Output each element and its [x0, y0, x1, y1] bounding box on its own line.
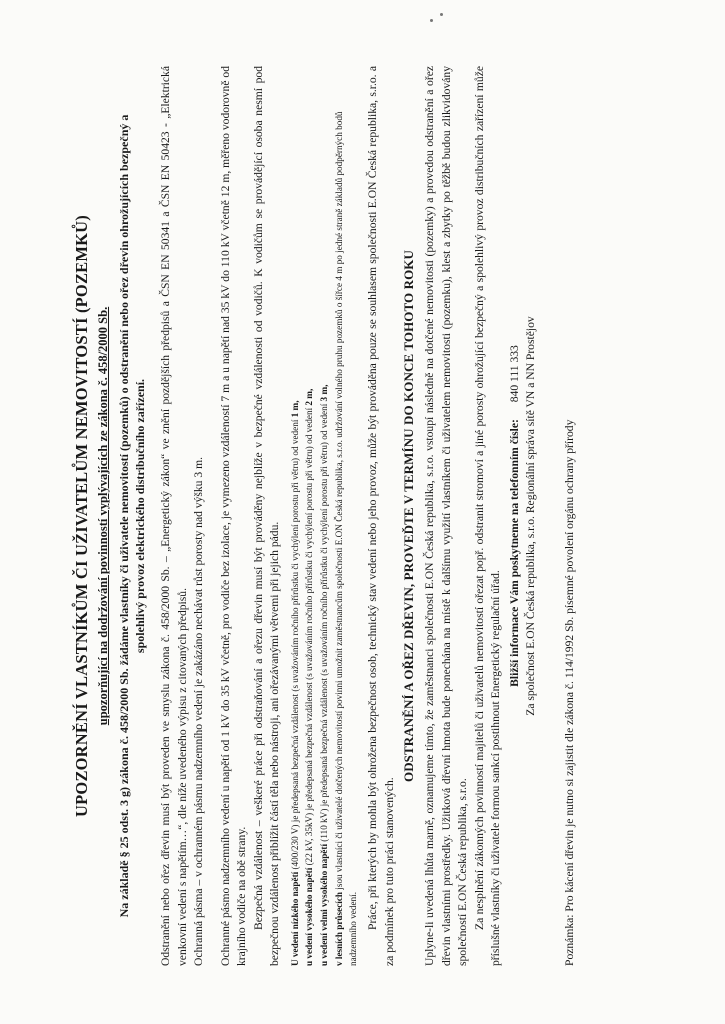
- paragraph-work-approval: Práce, při kterých by mohla být ohrožena bezpečnost osob, technický stav vedení nebo jeho provoz, může být prováděna pouze se souhlasem společnosti E.ON Česká republika, s.r.o. a za podmínek pro tuto práci stanovených.: [366, 66, 396, 966]
- notice-subtitle: upozorňující na dodržování povinností vyplývajících ze zákona č. 458/2000 Sb.: [96, 306, 111, 726]
- notice-content: [70, 66, 578, 966]
- distance-line-very-high-voltage: u vedení velmi vysokého napětí (110 kV) je předepsaná bezpečná vzdálenost (s uvažováním ročního přírůstku či vychýlení porostu při větru) od vedení 3 m,: [318, 384, 329, 966]
- paragraph-safe-distance: Bezpečná vzdálenost – veškeré práce při odstraňování a ořezu dřevin musí být prováděny nejblíže v bezpečné vzdálenosti od vodičů. K vodičům se provádějící osoba nesmí pod bezpečnou vzdálenost přiblížit částí těla nebo nástroji, ani ořezávanými větvemi při jejich pádu.: [251, 66, 282, 966]
- distance-line-low-voltage: U vedení nízkého napětí (400/230 V) je předepsaná bezpečná vzdálenost (s uvažováním ročního přírůstku či vychýlení porostu při větru) od vedení 1 m,: [289, 400, 300, 966]
- footer-note: Poznámka: Pro kácení dřevin je nutno si zajistit dle zákona č. 114/1992 Sb. písemné povolení orgánu ochrany přírody: [562, 419, 576, 966]
- contact-phone: 840 111 333: [507, 345, 521, 403]
- speck: [440, 13, 443, 16]
- distance-line-forest-clearing: v lesních průsecích jsou vlastníci či uživatelé dotčených nemovitostí povinni umožnit zaměstnancům společnosti E.ON Česká republika, s.r.o. udržování volného pruhu pozemků o šířce 4 m po jedné straně základů podpěrných bodů nadzemního vedení.: [333, 111, 359, 966]
- contact-label: Bližší informace Vám poskytneme na telefonním čísle:: [507, 419, 521, 687]
- paragraph-law-reference: Odstranění nebo ořez dřevin musí být proveden ve smyslu zákona č. 458/2000 Sb. – „Energetický zákon“ ve znění pozdějších předpisů a ČSN EN 50341 a ČSN EN 50423 - „Elektrická venkovní vedení s napětím…“, dle níže uvedeného výpisu z citovaných předpisů.: [159, 66, 189, 966]
- deadline-heading: ODSTRANĚNÍ A OŘEZ DŘEVIN, PROVEĎTE V TERMÍNU DO KONCE TOHOTO ROKU: [401, 250, 417, 783]
- paragraph-deadline-consequence: Uplyne-li uvedená lhůta marně, oznamujeme tímto, že zaměstnanci společnosti E.ON Česká republika, s.r.o. vstoupí následně na dotčené nemovitosti (pozemky) a provedou odstranění a ořez dřevin vlastními prostředky. Užitková dřevní hmota bude ponechána na místě k dalšímu využití vlastníkem či uživatelem nemovitosti (pozemku), klest a zbytky po těžbě budou zlikvidovány společností E.ON Česká republika, s.r.o.: [423, 66, 470, 966]
- paragraph-protection-distance: Ochranné pásmo nadzemního vedení u napětí od 1 kV do 35 kV včetně, pro vodiče bez izolace, je vymezeno vzdáleností 7 m a u napětí nad 35 kV do 110 kV včetně 12 m, měřeno vodorovně od krajního vodiče na obě strany.: [218, 66, 249, 966]
- notice-lead: Na základě § 25 odst. 3 g) zákona č. 458/2000 Sb. žádáme vlastníky či uživatele nemovitostí (pozemků) o odstranění nebo ořez dřevin ohrožujících bezpečný a spolehlivý provoz elektrického distribučního zařízení.: [117, 114, 147, 918]
- speck: [430, 19, 433, 22]
- contact-info: [507, 66, 523, 966]
- distance-line-high-voltage: u vedení vysokého napětí (22 kV, 35kV) je předepsaná bezpečná vzdálenost (s uvažováním ročního přírůstku či vychýlení porostu při větru) od vedení 2 m,: [304, 388, 315, 966]
- company-signature: Za společnost E.ON Česká republika, s.r.o. Regionální správa sítě VN a NN Prostějov: [524, 316, 538, 716]
- distance-list: [288, 66, 362, 966]
- notice-title: UPOZORNĚNÍ VLASTNÍKŮM ČI UŽIVATELŮM NEMOVITOSTÍ (POZEMKŮ): [72, 215, 91, 817]
- paragraph-sanctions: Za nesplnění zákonných povinností majitelů či uživatelů nemovitostí ořezat popř. odstranit stromoví a jiné porosty ohrožující bezpečný a spolehlivý provoz distribučních zařízení může příslušné vlastníky či uživatele formou sankcí postihnout Energetický regulační úřad.: [472, 66, 503, 966]
- paragraph-protection-zone: Ochranná pásma – v ochranném pásmu nadzemního vedení je zakázáno nechávat růst porosty nad výšku 3 m.: [192, 457, 206, 966]
